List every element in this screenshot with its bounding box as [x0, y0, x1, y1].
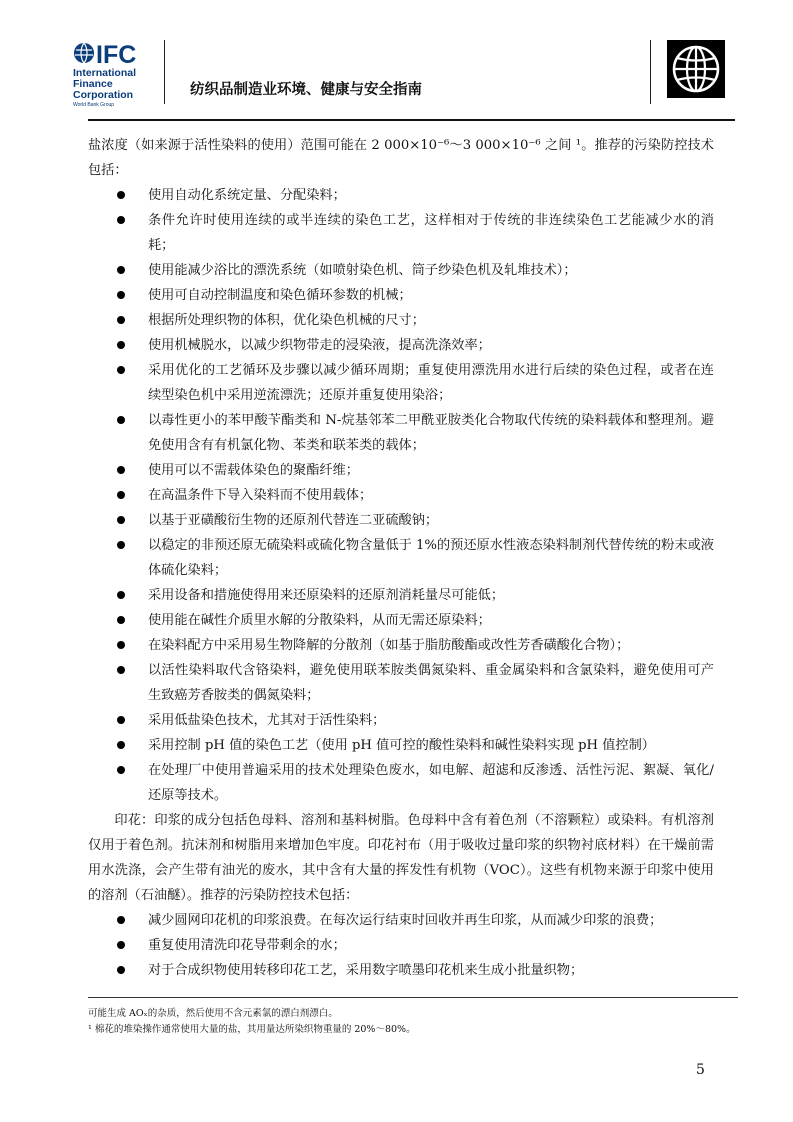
globe-icon [667, 40, 725, 98]
list-item: 使用可以不需载体染色的聚酯纤维； [88, 458, 714, 483]
bullet-icon [117, 491, 125, 499]
page-header [0, 0, 793, 120]
bullet-icon [117, 516, 125, 524]
ifc-subtitle: World Bank Group [73, 102, 115, 108]
ifc-name-line-2: Finance [73, 78, 113, 90]
bullet-icon [117, 291, 125, 299]
list-item: 采用低盐染色技术，尤其对于活性染料； [88, 708, 714, 733]
ifc-logo [73, 40, 165, 108]
footnote-continued: 可能生成 AOₓ的杂质，然后使用不含元素氯的漂白剂漂白。 [88, 1008, 338, 1019]
ifc-mark-text: IFC [96, 41, 137, 66]
bullet-icon [117, 366, 125, 374]
list-item: 使用能在碱性介质里水解的分散染料，从而无需还原染料； [88, 608, 714, 633]
list-item: 条件允许时使用连续的或半连续的染色工艺，这样相对于传统的非连续染色工艺能减少水的消耗； [88, 208, 714, 258]
list-item: 根据所处理织物的体积，优化染色机械的尺寸； [88, 308, 714, 333]
list-item: 在处理厂中使用普遍采用的技术处理染色废水，如电解、超滤和反渗透、活性污泥、絮凝、氧化/还原等技术。 [88, 758, 714, 808]
printing-techniques-list [88, 908, 714, 983]
printing-paragraph: 印花：印浆的成分包括色母料、溶剂和基料树脂。色母料中含有着色剂（不溶颗粒）或染料。有机溶剂仅用于着色剂。抗沫剂和树脂用来增加色牢度。印花衬布（用于吸收过量印浆的织物衬底材料）在干燥前需用水洗涤，会产生带有油光的废水，其中含有大量的挥发性有机物（VOC）。这些有机物来源于印浆中使用的溶剂（石油醚）。推荐的污染防控技术包括： [88, 813, 714, 903]
bullet-icon [117, 416, 125, 424]
ifc-name-line-1: International [73, 67, 137, 79]
list-item: 采用设备和措施使得用来还原染料的还原剂消耗量尽可能低； [88, 583, 714, 608]
bullet-icon [117, 191, 125, 199]
header-rule [88, 119, 735, 121]
bullet-icon [117, 341, 125, 349]
list-item: 在高温条件下导入染料而不使用载体； [88, 483, 714, 508]
dyeing-techniques-list [88, 183, 714, 808]
bullet-icon [117, 766, 125, 774]
bullet-icon [117, 941, 125, 949]
list-item: 以稳定的非预还原无硫染料或硫化物含量低于 1%的预还原水性液态染料制剂代替传统的粉末或液体硫化染料； [88, 533, 714, 583]
bullet-icon [117, 541, 125, 549]
header-divider-right [650, 40, 651, 104]
list-item: 使用可自动控制温度和染色循环参数的机械； [88, 283, 714, 308]
page-number: 5 [696, 1062, 705, 1078]
bullet-icon [117, 466, 125, 474]
bullet-icon [117, 641, 125, 649]
intro-paragraph: 盐浓度（如来源于活性染料的使用）范围可能在 2 000×10⁻⁶～3 000×10⁻⁶ 之间 ¹。推荐的污染防控技术包括： [88, 138, 714, 178]
list-item: 使用自动化系统定量、分配染料； [88, 183, 714, 208]
list-item: 减少圆网印花机的印浆浪费。在每次运行结束时回收并再生印浆，从而减少印浆的浪费； [88, 908, 714, 933]
list-item: 使用机械脱水，以减少织物带走的浸染液，提高洗涤效率； [88, 333, 714, 358]
list-item: 在染料配方中采用易生物降解的分散剂（如基于脂肪酸酯或改性芳香磺酸化合物）； [88, 633, 714, 658]
ifc-logo-mark [73, 40, 141, 66]
bullet-icon [117, 716, 125, 724]
footnote-1: ¹ 棉花的堆染操作通常使用大量的盐，其用量达所染织物重量的 20%～80%。 [88, 1024, 416, 1035]
bullet-icon [117, 966, 125, 974]
list-item: 以活性染料取代含铬染料，避免使用联苯胺类偶氮染料、重金属染料和含氯染料，避免使用可产生致癌芳香胺类的偶氮染料； [88, 658, 714, 708]
footnote-rule [88, 997, 738, 998]
bullet-icon [117, 741, 125, 749]
bullet-icon [117, 591, 125, 599]
document-title: 纺织品制造业环境、健康与安全指南 [190, 82, 422, 98]
ifc-name-line-3: Corporation [73, 89, 134, 101]
list-item: 对于合成织物使用转移印花工艺，采用数字喷墨印花机来生成小批量织物； [88, 958, 714, 983]
bullet-icon [117, 616, 125, 624]
list-item: 使用能减少浴比的漂洗系统（如喷射染色机、筒子纱染色机及轧堆技术）； [88, 258, 714, 283]
list-item: 以毒性更小的苯甲酸苄酯类和 N-烷基邻苯二甲酰亚胺类化合物取代传统的染料载体和整理剂。避免使用含有有机氯化物、苯类和联苯类的载体； [88, 408, 714, 458]
list-item: 以基于亚磺酸衍生物的还原剂代替连二亚硫酸钠； [88, 508, 714, 533]
bullet-icon [117, 916, 125, 924]
bullet-icon [117, 216, 125, 224]
bullet-icon [117, 266, 125, 274]
bullet-icon [117, 666, 125, 674]
list-item: 重复使用清洗印花导带剩余的水； [88, 933, 714, 958]
list-item: 采用控制 pH 值的染色工艺（使用 pH 值可控的酸性染料和碱性染料实现 pH 值控制） [88, 733, 714, 758]
bullet-icon [117, 316, 125, 324]
footnotes [88, 1006, 718, 1038]
main-content [88, 133, 714, 983]
list-item: 采用优化的工艺循环及步骤以减少循环周期；重复使用漂洗用水进行后续的染色过程，或者在连续型染色机中采用逆流漂洗；还原并重复使用染浴； [88, 358, 714, 408]
header-divider-left [164, 40, 165, 104]
